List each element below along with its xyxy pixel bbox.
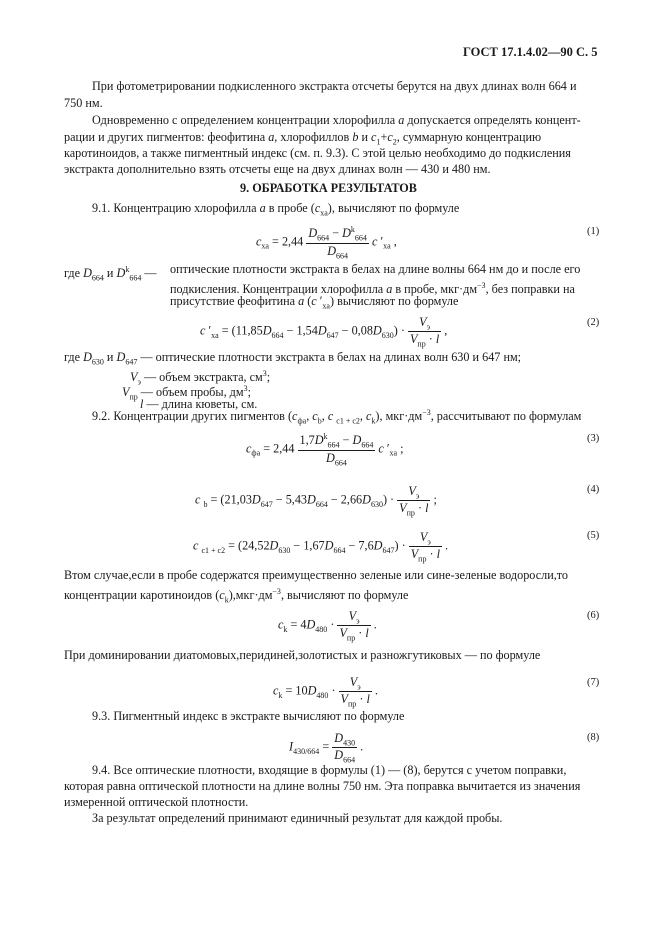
formula-number: (7)	[587, 677, 600, 688]
paragraph-line: каротиноидов, а также пигментный индекс (см. п. 9.3). С этой целью необходимо до подкисления	[64, 146, 571, 160]
page-header: ГОСТ 17.1.4.02—90 С. 5	[463, 45, 598, 59]
paragraph-line: где $D_{630}$ и $D_{647}$ — оптические плотности экстракта в белах на длинах волн 630 и 647 нм;	[64, 350, 522, 367]
paragraph-line: измеренной оптической плотности.	[64, 795, 249, 809]
formula-number: (6)	[587, 610, 600, 621]
paragraph-line: подкисления. Концентрации хлорофилла a в пробе, $мкг\cdot дм^{-3}$, без поправки на	[170, 281, 575, 297]
formula-number: (1)	[587, 226, 600, 237]
paragraph-line: 9.4. Все оптические плотности, входящие в формулы (1) — (8), берутся с учетом поправки,	[92, 763, 567, 777]
formula-6: $c_k = 4D_{480}$ · $V_э$ $V_{пр} \cdot l$ .	[278, 609, 377, 643]
formula-2: c $'_{xa} = (11,85D_{664} - 1,54D_{647} - 0,08D_{630})$ · $V_э$ $V_{пр} \cdot l$ ,	[200, 315, 448, 349]
formula-1: $c_{xa} = 2,44$ $\frac{D_{664} - D^k_{664}}{D_{664}}$ c $'_{xa}$ ,	[256, 225, 397, 260]
paragraph-line: концентрации каротиноидов $(c_k),мкг\cdot дм^{-3}$, вычисляют по формуле	[64, 587, 409, 605]
paragraph-line: 9.3. Пигментный индекс в экстракте вычисляют по формуле	[92, 709, 405, 723]
formula-3: $c_{фa} = 2,44$ $\frac{1,7D^k_{664} - D_{664}}{D_{664}}$ c $'_{xa}$ ;	[246, 432, 404, 467]
formula-number: (3)	[587, 433, 600, 444]
paragraph-line: 9.1. Концентрацию хлорофилла a в пробе $(c_{xa})$, вычисляют по формуле	[92, 201, 460, 218]
formula-number: (4)	[587, 484, 600, 495]
paragraph-line: Втом случае,если в пробе содержатся преимущественно зеленые или сине-зеленые водоросли,то	[64, 568, 569, 582]
formula-number: (8)	[587, 732, 600, 743]
formula-5: c $_{c1 + c2} = (24,52D_{630} - 1,67D_{664} - 7,6D_{647})$ · $V_э$ $V_{пр} \cdot l$ .	[193, 530, 449, 564]
section-title: 9. ОБРАБОТКА РЕЗУЛЬТАТОВ	[240, 181, 417, 195]
paragraph-line: оптические плотности экстракта в белах на длине волны 664 нм до и после его	[170, 262, 581, 276]
paragraph-line: которая равна оптической плотности на длине волны 750 нм. Эта поправка вычитается из значения	[64, 779, 581, 793]
paragraph-line: присутствие феофитина a (c $'_{xa}$) вычисляют по формуле	[170, 294, 459, 311]
paragraph-line: При доминировании диатомовых,перидиней,золотистых и разножгутиковых — по формуле	[64, 648, 541, 662]
paragraph-line: За результат определений принимают единичный результат для каждой пробы.	[92, 811, 503, 825]
paragraph-line: 9.2. Концентрации других пигментов ($c_{фa}$, $c_b$, c $_{c1 + c2}$, $c_k$), $мкг\cdot дм^{-3}$, рассчитывают по формулам	[92, 408, 582, 426]
paragraph-line: $V_{пр}$ — объем пробы, $дм^3$;	[122, 384, 251, 402]
formula-number: (2)	[587, 317, 600, 328]
paragraph-line: l — длина кюветы, см.	[140, 397, 258, 411]
formula-4: c $_b = (21,03D_{647} - 5,43D_{664} - 2,66D_{630})$ · $V_э$ $V_{пр} \cdot l$ ;	[195, 484, 437, 518]
paragraph-line: где $D_{664}$ и $D^k_{664}$ —	[64, 265, 157, 283]
paragraph-line: Одновременно с определением концентрации хлорофилла a допускается определять концент-	[92, 113, 581, 127]
paragraph-line: 750 нм.	[64, 96, 103, 110]
paragraph-line: $V_э$ — объем экстракта, $см^3$;	[130, 369, 271, 387]
paragraph-line: экстракта дополнительно взять отсчеты еще на двух длинах волн — 430 и 480 нм.	[64, 162, 491, 176]
paragraph-line: При фотометрировании подкисленного экстракта отсчеты берутся на двух длинах волн 664 и	[92, 79, 577, 93]
formula-8: $I_{430/664}$ = $\frac{D_{430}}{D_{664}}$ .	[289, 731, 364, 765]
paragraph-line: рации и других пигментов: феофитина a, хлорофиллов b и $c_1+c_2$, суммарную концентрацию	[64, 130, 542, 147]
formula-number: (5)	[587, 530, 600, 541]
formula-7: $c_k = 10D_{480}$ · $V_э$ $V_{пр} \cdot l$ .	[273, 675, 378, 709]
